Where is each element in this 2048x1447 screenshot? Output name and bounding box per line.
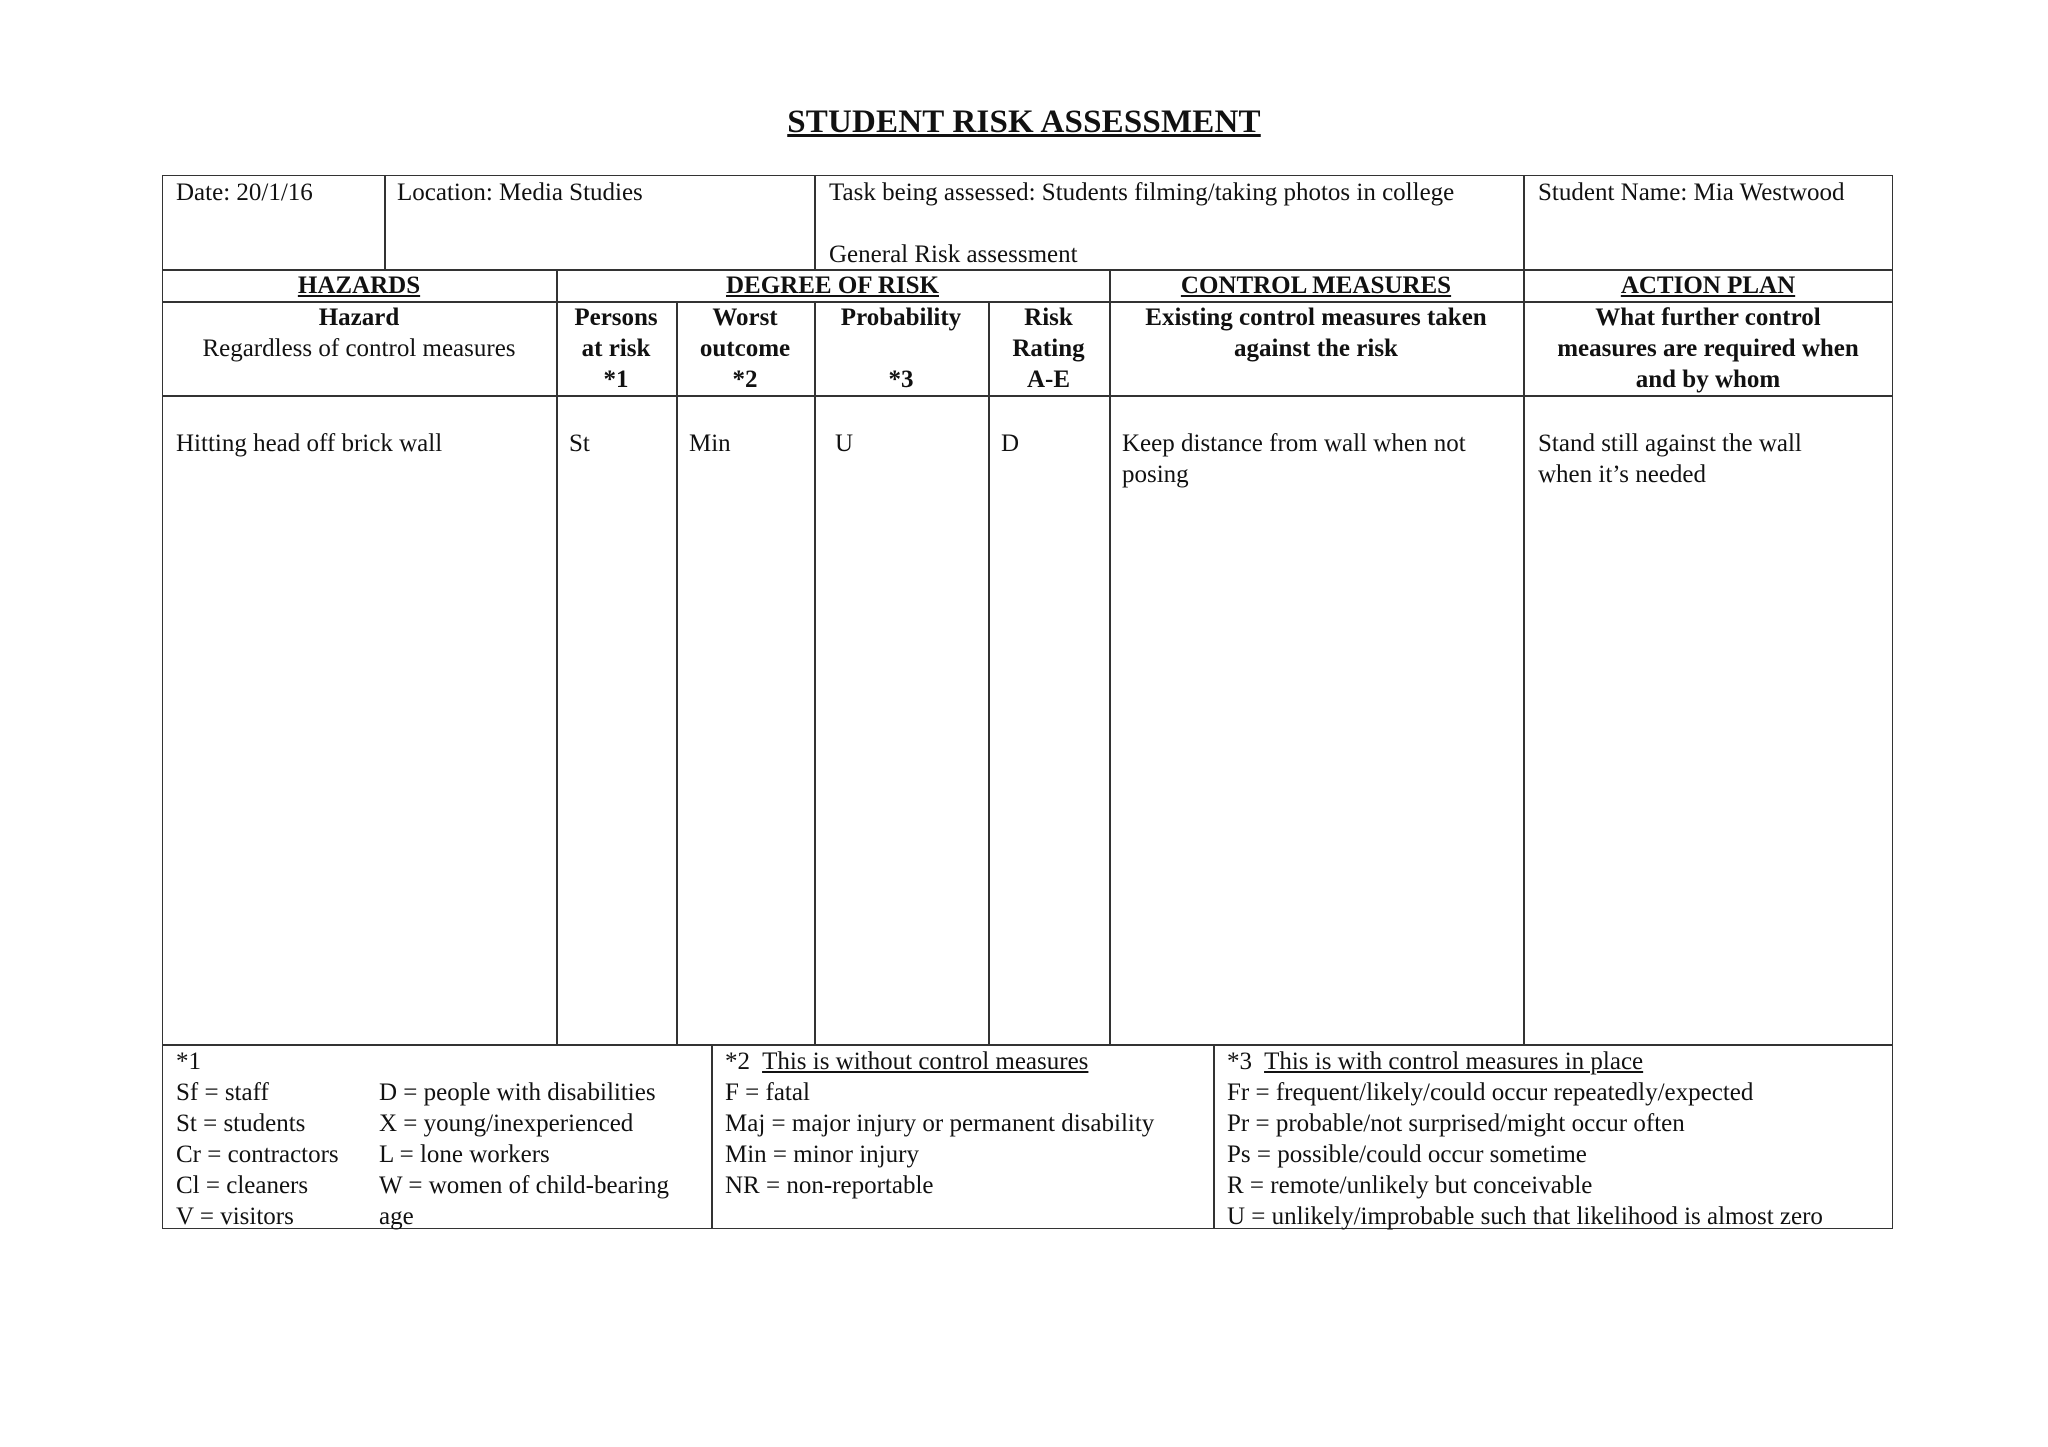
column-divider bbox=[384, 175, 386, 270]
hazard-cell: Hitting head off brick wall bbox=[176, 430, 443, 457]
risk-rating-column-scale: A-E bbox=[1026, 366, 1071, 393]
legend-outcome-item: Min = minor injury bbox=[725, 1141, 919, 1168]
legend-probability-item: Fr = frequent/likely/could occur repeatedly/expected bbox=[1227, 1079, 1754, 1106]
legend-outcome-item: NR = non-reportable bbox=[725, 1172, 934, 1199]
legend-persons-item: Cr = contractors bbox=[176, 1141, 339, 1168]
legend-persons-item: L = lone workers bbox=[379, 1141, 550, 1168]
legend-outcome-item: F = fatal bbox=[725, 1079, 810, 1106]
column-divider bbox=[676, 301, 678, 1045]
legend-outcome-title: This is without control measures bbox=[762, 1048, 1089, 1075]
location-field: Location: Media Studies bbox=[397, 179, 643, 206]
legend-outcome-item: Maj = major injury or permanent disability bbox=[725, 1110, 1155, 1137]
worst-outcome-column-header: Worst bbox=[712, 304, 778, 331]
student-name-field: Student Name: Mia Westwood bbox=[1538, 179, 1845, 206]
legend-persons-item: D = people with disabilities bbox=[379, 1079, 656, 1106]
probability-column-header: Probability bbox=[840, 304, 962, 331]
legend-persons-item: Sf = staff bbox=[176, 1079, 269, 1106]
section-control-measures: CONTROL MEASURES bbox=[1180, 272, 1452, 299]
legend-probability-item: U = unlikely/improbable such that likelihood is almost zero bbox=[1227, 1203, 1823, 1230]
legend-probability-title: This is with control measures in place bbox=[1264, 1048, 1644, 1075]
action-plan-cell: Stand still against the wall bbox=[1538, 430, 1802, 457]
column-divider bbox=[1523, 175, 1525, 270]
legend-persons-item: age bbox=[379, 1203, 414, 1230]
risk-rating-column-header: Risk bbox=[1024, 304, 1073, 331]
persons-column-header: at risk bbox=[581, 335, 651, 362]
column-divider bbox=[988, 301, 990, 1045]
legend-persons-item: St = students bbox=[176, 1110, 306, 1137]
further-control-column-header: measures are required when bbox=[1557, 335, 1859, 362]
hazard-column-subheader: Regardless of control measures bbox=[202, 335, 516, 362]
worst-outcome-column-header: outcome bbox=[699, 335, 791, 362]
persons-column-header: Persons bbox=[574, 304, 658, 331]
section-action-plan: ACTION PLAN bbox=[1620, 272, 1796, 299]
hazard-column-header: Hazard bbox=[318, 304, 400, 331]
legend-persons-item: V = visitors bbox=[176, 1203, 294, 1230]
legend-probability-item: R = remote/unlikely but conceivable bbox=[1227, 1172, 1593, 1199]
column-divider bbox=[1109, 301, 1111, 1045]
legend-outcome-heading bbox=[725, 1046, 1088, 1077]
persons-at-risk-cell: St bbox=[569, 430, 590, 457]
column-divider bbox=[556, 301, 558, 1045]
legend-outcome-prefix: *2 bbox=[725, 1048, 750, 1075]
date-field: Date: 20/1/16 bbox=[176, 179, 313, 206]
column-divider bbox=[1213, 1044, 1215, 1229]
legend-probability-heading bbox=[1227, 1046, 1643, 1077]
column-divider bbox=[1523, 301, 1525, 1045]
task-field: Task being assessed: Students filming/taking photos in college bbox=[829, 179, 1455, 206]
legend-probability-item: Pr = probable/not surprised/might occur often bbox=[1227, 1110, 1685, 1137]
legend-probability-prefix: *3 bbox=[1227, 1048, 1252, 1075]
section-degree-of-risk: DEGREE OF RISK bbox=[725, 272, 939, 299]
column-divider bbox=[711, 1044, 713, 1229]
risk-rating-column-header: Rating bbox=[1012, 335, 1085, 362]
risk-rating-cell: D bbox=[1001, 430, 1020, 457]
legend-persons-item: X = young/inexperienced bbox=[379, 1110, 634, 1137]
probability-cell: U bbox=[835, 430, 854, 457]
persons-column-footnote: *1 bbox=[603, 366, 629, 393]
task-subtitle: General Risk assessment bbox=[829, 241, 1078, 268]
existing-control-cell: posing bbox=[1122, 461, 1189, 488]
existing-control-column-header: against the risk bbox=[1234, 335, 1398, 362]
action-plan-cell: when it’s needed bbox=[1538, 461, 1707, 488]
page-title: STUDENT RISK ASSESSMENT bbox=[787, 104, 1261, 140]
legend-persons-item: W = women of child-bearing bbox=[379, 1172, 669, 1199]
worst-outcome-cell: Min bbox=[689, 430, 731, 457]
further-control-column-header: What further control bbox=[1595, 304, 1821, 331]
section-hazards: HAZARDS bbox=[297, 272, 421, 299]
further-control-column-header: and by whom bbox=[1635, 366, 1781, 393]
legend-persons-item: Cl = cleaners bbox=[176, 1172, 309, 1199]
column-divider bbox=[814, 301, 816, 1045]
column-divider bbox=[814, 175, 816, 270]
legend-persons-heading: *1 bbox=[176, 1048, 201, 1075]
worst-outcome-column-footnote: *2 bbox=[732, 366, 758, 393]
existing-control-column-header: Existing control measures taken bbox=[1145, 304, 1487, 331]
legend-probability-item: Ps = possible/could occur sometime bbox=[1227, 1141, 1587, 1168]
probability-column-footnote: *3 bbox=[888, 366, 914, 393]
existing-control-cell: Keep distance from wall when not bbox=[1122, 430, 1466, 457]
row-divider bbox=[162, 395, 1893, 397]
